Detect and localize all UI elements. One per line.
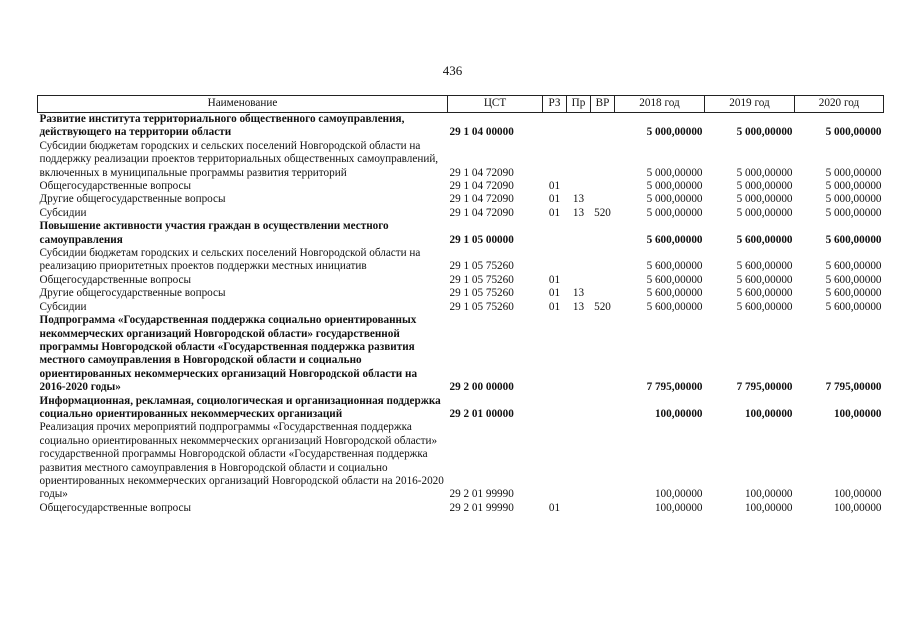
table-row — [38, 113, 884, 140]
cell-cst: 29 2 01 99990 — [449, 501, 514, 514]
cell-pr — [567, 180, 591, 193]
cell-y2018: 5 600,00000 — [646, 300, 703, 313]
cell-cst: 29 2 01 99990 — [449, 488, 514, 501]
cell-name: Другие общегосударственные вопросы — [39, 193, 226, 206]
cell-pr — [567, 220, 591, 247]
cell-rz: 01 — [548, 193, 561, 206]
cell-name: Субсидии — [39, 300, 87, 313]
cell-name: Субсидии — [39, 206, 87, 219]
cell-vr — [591, 220, 615, 247]
cell-pr: 13 — [572, 287, 585, 300]
table-row — [38, 140, 884, 180]
cell-name: Общегосударственные вопросы — [39, 273, 192, 286]
cell-y2019: 5 000,00000 — [736, 206, 793, 219]
cell-y2018: 100,00000 — [654, 501, 703, 514]
header-pr: Пр — [567, 96, 591, 113]
cell-y2019: 5 000,00000 — [736, 193, 793, 206]
cell-y2020: 5 000,00000 — [825, 126, 882, 139]
cell-y2019: 100,00000 — [744, 488, 793, 501]
cell-vr — [591, 314, 615, 394]
cell-y2019: 100,00000 — [744, 501, 793, 514]
cell-y2018: 100,00000 — [654, 488, 703, 501]
cell-rz: 01 — [548, 501, 561, 514]
cell-cst: 29 1 04 72090 — [449, 206, 514, 219]
cell-pr — [567, 421, 591, 501]
cell-cst: 29 1 05 75260 — [449, 260, 514, 273]
cell-y2018: 5 600,00000 — [646, 273, 703, 286]
cell-y2019: 5 000,00000 — [736, 166, 793, 179]
cell-y2019: 5 000,00000 — [736, 180, 793, 193]
cell-rz — [543, 113, 567, 140]
cell-pr — [567, 274, 591, 287]
cell-name: Развитие института территориального общественного самоуправления, действующего на территории области — [39, 113, 405, 139]
cell-y2020: 5 600,00000 — [825, 287, 882, 300]
cell-vr — [591, 274, 615, 287]
cell-vr — [591, 395, 615, 422]
table-header-row — [38, 96, 884, 113]
cell-pr — [567, 113, 591, 140]
page-number: 436 — [442, 63, 463, 78]
cell-name: Реализация прочих мероприятий подпрограммы «Государственная поддержка социально ориентированных некоммерческих организаций Новгородской области» государственной программы Новгородской области «Государственная поддержка развития местного самоуправления в Новгородской области и социально ориентированных некоммерческих организаций Новгородской области на 2016-2020 годы» — [39, 421, 444, 501]
cell-y2020: 5 000,00000 — [825, 206, 882, 219]
cell-name: Общегосударственные вопросы — [39, 180, 192, 193]
cell-cst: 29 1 04 72090 — [449, 180, 514, 193]
cell-y2020: 5 000,00000 — [825, 166, 882, 179]
cell-y2020: 100,00000 — [833, 407, 882, 420]
cell-y2019: 5 600,00000 — [736, 287, 793, 300]
cell-name: Субсидии бюджетам городских и сельских поселений Новгородской области на поддержку реализации проектов территориальных общественных самоуправлений, включенных в муниципальные программы развития территорий — [39, 139, 439, 179]
cell-y2020: 5 600,00000 — [825, 300, 882, 313]
cell-y2018: 5 600,00000 — [646, 233, 703, 246]
table-row — [38, 207, 884, 220]
table-row — [38, 220, 884, 247]
table-row — [38, 247, 884, 274]
cell-vr — [591, 247, 615, 274]
cell-y2018: 5 600,00000 — [646, 260, 703, 273]
cell-vr — [591, 421, 615, 501]
cell-rz — [543, 220, 567, 247]
cell-vr: 520 — [594, 206, 611, 219]
header-2018: 2018 год — [615, 96, 705, 113]
cell-y2018: 5 000,00000 — [646, 193, 703, 206]
cell-rz — [543, 247, 567, 274]
cell-name: Другие общегосударственные вопросы — [39, 287, 226, 300]
table-row — [38, 314, 884, 394]
cell-y2020: 5 000,00000 — [825, 193, 882, 206]
cell-cst: 29 1 04 00000 — [449, 126, 514, 139]
cell-cst: 29 1 05 00000 — [449, 233, 514, 246]
cell-pr — [567, 140, 591, 180]
cell-rz: 01 — [548, 206, 561, 219]
cell-cst: 29 1 05 75260 — [449, 287, 514, 300]
cell-y2019: 5 000,00000 — [736, 126, 793, 139]
cell-vr — [591, 113, 615, 140]
cell-pr: 13 — [572, 206, 585, 219]
cell-y2020: 5 600,00000 — [825, 233, 882, 246]
cell-vr — [591, 140, 615, 180]
cell-name: Подпрограмма «Государственная поддержка социально ориентированных некоммерческих организаций Новгородской области» государственной программы Новгородской области «Государственная поддержка развития местного самоуправления в Новгородской области и социально ориентированных некоммерческих организаций Новгородской области на 2016-2020 годы» — [39, 314, 418, 394]
header-rz: РЗ — [543, 96, 567, 113]
cell-y2018: 5 000,00000 — [646, 180, 703, 193]
cell-y2019: 7 795,00000 — [736, 381, 793, 394]
cell-y2019: 5 600,00000 — [736, 300, 793, 313]
cell-cst: 29 2 01 00000 — [449, 407, 514, 420]
table-row — [38, 395, 884, 422]
table-row — [38, 180, 884, 193]
table-row — [38, 502, 884, 515]
header-cst: ЦСТ — [448, 96, 543, 113]
table-body — [38, 113, 884, 516]
cell-y2019: 5 600,00000 — [736, 273, 793, 286]
cell-vr — [591, 502, 615, 515]
header-2020: 2020 год — [795, 96, 884, 113]
cell-pr — [567, 247, 591, 274]
cell-y2018: 5 000,00000 — [646, 126, 703, 139]
cell-y2019: 100,00000 — [744, 407, 793, 420]
cell-name: Информационная, рекламная, социологическая и организационная поддержка социально ориентированных некоммерческих организаций — [39, 394, 441, 420]
cell-name: Общегосударственные вопросы — [39, 501, 192, 514]
cell-rz: 01 — [548, 287, 561, 300]
cell-y2018: 100,00000 — [654, 407, 703, 420]
cell-cst: 29 1 04 72090 — [449, 193, 514, 206]
table-row — [38, 274, 884, 287]
cell-y2019: 5 600,00000 — [736, 260, 793, 273]
cell-y2020: 100,00000 — [833, 488, 882, 501]
budget-table — [37, 95, 884, 515]
header-vr: ВР — [591, 96, 615, 113]
cell-rz: 01 — [548, 273, 561, 286]
table-row — [38, 193, 884, 206]
cell-vr — [591, 287, 615, 300]
cell-rz: 01 — [548, 180, 561, 193]
cell-pr — [567, 502, 591, 515]
cell-y2019: 5 600,00000 — [736, 233, 793, 246]
cell-y2020: 5 000,00000 — [825, 180, 882, 193]
cell-pr: 13 — [572, 300, 585, 313]
cell-cst: 29 1 05 75260 — [449, 300, 514, 313]
cell-y2020: 5 600,00000 — [825, 260, 882, 273]
cell-pr: 13 — [572, 193, 585, 206]
cell-cst: 29 1 04 72090 — [449, 166, 514, 179]
cell-y2020: 5 600,00000 — [825, 273, 882, 286]
header-name: Наименование — [38, 96, 448, 113]
cell-y2018: 5 000,00000 — [646, 206, 703, 219]
cell-rz — [543, 395, 567, 422]
table-row — [38, 287, 884, 300]
cell-y2020: 7 795,00000 — [825, 381, 882, 394]
cell-pr — [567, 395, 591, 422]
cell-rz — [543, 140, 567, 180]
cell-rz: 01 — [548, 300, 561, 313]
table-row — [38, 301, 884, 314]
cell-y2020: 100,00000 — [833, 501, 882, 514]
cell-y2018: 7 795,00000 — [646, 381, 703, 394]
cell-name: Повышение активности участия граждан в осуществлении местного самоуправления — [39, 220, 389, 246]
cell-y2018: 5 000,00000 — [646, 166, 703, 179]
cell-cst: 29 1 05 75260 — [449, 273, 514, 286]
table-row — [38, 421, 884, 501]
cell-rz — [543, 314, 567, 394]
cell-y2018: 5 600,00000 — [646, 287, 703, 300]
cell-cst: 29 2 00 00000 — [449, 381, 514, 394]
cell-vr — [591, 193, 615, 206]
cell-vr — [591, 180, 615, 193]
cell-pr — [567, 314, 591, 394]
cell-name: Субсидии бюджетам городских и сельских поселений Новгородской области на реализацию приоритетных проектов поддержки местных инициатив — [39, 247, 421, 273]
header-2019: 2019 год — [705, 96, 795, 113]
cell-rz — [543, 421, 567, 501]
cell-vr: 520 — [594, 300, 611, 313]
